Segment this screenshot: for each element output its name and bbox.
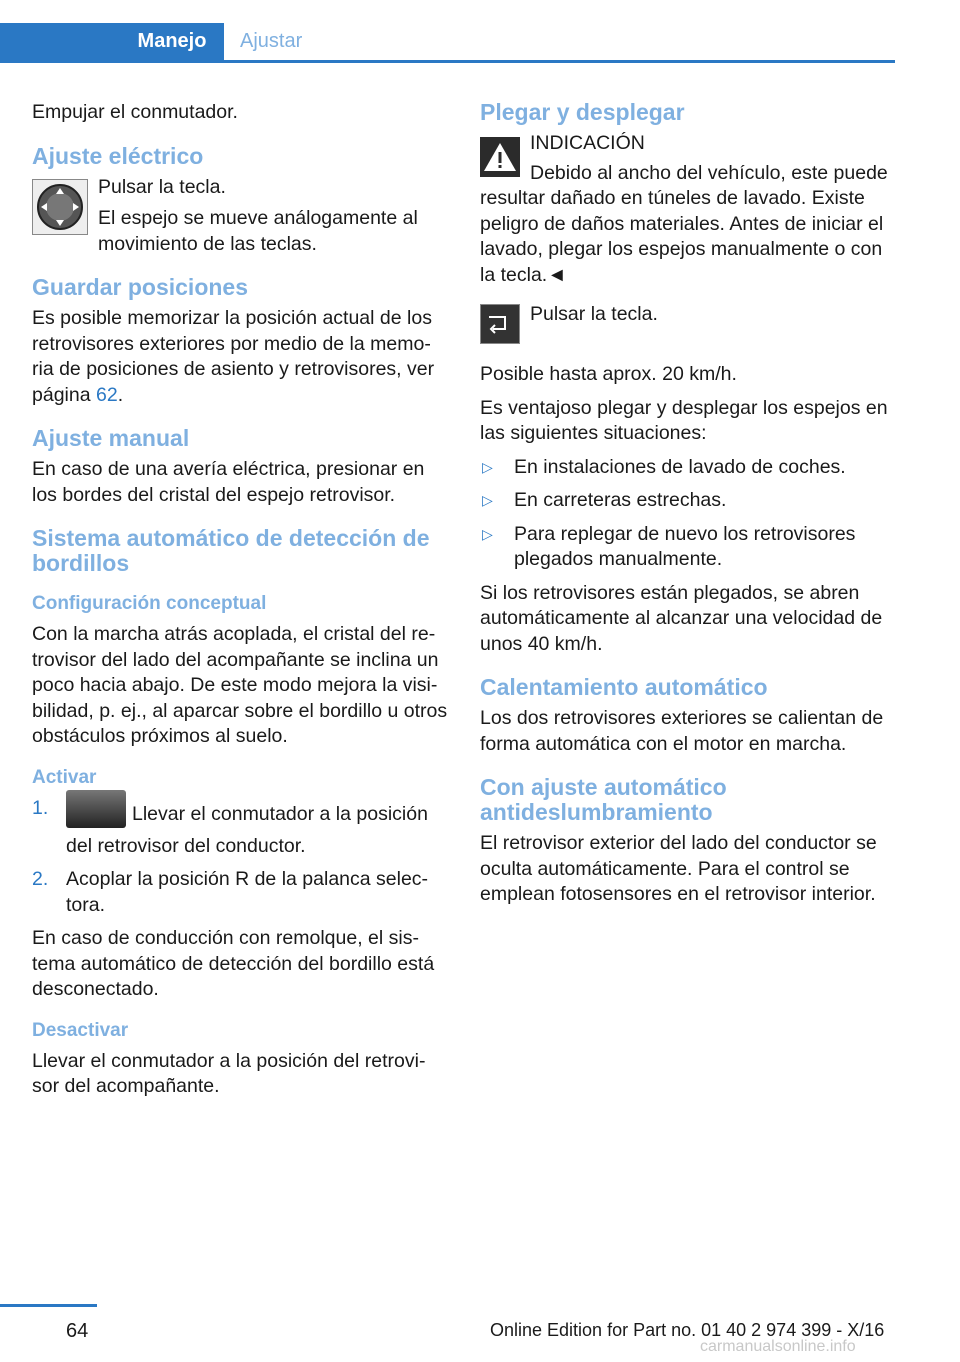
manual-text: En caso de una avería eléctrica, presionar en los bordes del cristal del espejo retrovisor. xyxy=(32,458,425,506)
warning-block xyxy=(480,131,895,157)
situations-intro: Es ventajoso plegar y desplegar los espejos en las siguientes situaciones: xyxy=(480,396,888,444)
fold-button-row xyxy=(480,302,895,352)
tab-bar-accent xyxy=(0,23,120,60)
warning-text: Debido al ancho del vehículo, este puede resultar dañado en túneles de lavado. Existe peligro de daños materiales. Antes de iniciar el lavado, plegar los espejos manualmente o con la tecla.◄ xyxy=(480,161,888,286)
footer-accent-line xyxy=(0,1304,97,1307)
tab-ajustar[interactable]: Ajustar xyxy=(240,30,303,52)
top-tab-bar xyxy=(0,23,895,63)
heading-activar: Activar xyxy=(32,766,97,788)
antides-text: El retrovisor exterior del lado del conductor se oculta automáticamente. Para el control se emplean fotosensores en el retrovisor interior. xyxy=(480,832,877,905)
fold-mirror-button-icon xyxy=(480,304,520,344)
list-item: ▷ En instalaciones de lavado de coches. xyxy=(482,455,846,478)
list-item: 2. Acoplar la posición R de la palanca selec-tora. xyxy=(32,868,429,916)
calentamiento-text: Los dos retrovisores exteriores se calientan de forma automática con el motor en marcha. xyxy=(480,707,884,755)
mirror-adjust-row xyxy=(32,175,452,258)
guardar-text: Es posible memorizar la posición actual de los retrovisores exteriores por medio de la memo-ria de posiciones de asiento y retrovisores, ver página 62. xyxy=(32,307,435,406)
warning-icon xyxy=(480,137,520,177)
page-link[interactable]: 62 xyxy=(95,383,118,406)
left-column xyxy=(32,100,452,1108)
mirror-adjust-button-icon xyxy=(32,179,88,235)
page-number: 64 xyxy=(66,1320,89,1342)
after-text: Si los retrovisores están plegados, se abren automáticamente al alcanzar una velocidad de unos 40 km/h. xyxy=(480,581,883,655)
heading-calentamiento: Calentamiento automático xyxy=(480,674,768,700)
list-item: ▷ En carreteras estrechas. xyxy=(482,489,727,511)
heading-plegar: Plegar y desplegar xyxy=(480,99,685,125)
heading-guardar-posiciones: Guardar posiciones xyxy=(32,274,249,300)
list-item: ▷ Para replegar de nuevo los retrovisores plegados manualmente. xyxy=(482,522,856,570)
edition-text: Online Edition for Part no. 01 40 2 974 399 - X/16 xyxy=(490,1320,885,1340)
mirror-switch-icon xyxy=(66,790,126,828)
warning-label: INDICACIÓN xyxy=(530,132,645,154)
heading-sistema-bordillos: Sistema automático de detección de bordillos xyxy=(32,525,430,576)
fold-button-text: Pulsar la tecla. xyxy=(530,303,658,325)
mirror-adjust-description: El espejo se mueve análogamente al movimiento de las teclas. xyxy=(98,207,418,255)
heading-ajuste-electrico: Ajuste eléctrico xyxy=(32,142,204,169)
situations-list xyxy=(480,455,895,573)
desactivar-text: Llevar el conmutador a la posición del retrovi-sor del acompañante. xyxy=(32,1049,426,1097)
heading-desactivar: Desactivar xyxy=(32,1019,129,1041)
speed-text: Posible hasta aprox. 20 km/h. xyxy=(480,363,737,385)
activar-note: En caso de conducción con remolque, el sis-tema automático de detección del bordillo está desconectado. xyxy=(32,927,435,1000)
heading-ajuste-manual: Ajuste manual xyxy=(32,425,190,451)
right-column xyxy=(480,100,895,916)
activar-steps xyxy=(32,796,452,919)
watermark: carmanualsonline.info xyxy=(700,1338,856,1355)
heading-antideslumbramiento: Con ajuste automático antideslumbramiento xyxy=(480,774,727,825)
intro-text: Empujar el conmutador. xyxy=(32,101,238,123)
mirror-adjust-step: Pulsar la tecla. xyxy=(98,175,226,198)
tab-manejo[interactable]: Manejo xyxy=(120,23,224,60)
subheading-configuracion: Configuración conceptual xyxy=(32,593,267,614)
sistema-text: Con la marcha atrás acoplada, el cristal del re-trovisor del lado del acompañante se inclina un poco hacia abajo. De este modo mejora la visi-bilidad, p. ej., al aparcar sobre el bordillo u otros obstáculos próximos al suelo. xyxy=(32,623,448,747)
list-item: 1. Llevar el conmutador a la posición del retrovisor del conductor. xyxy=(32,796,452,860)
